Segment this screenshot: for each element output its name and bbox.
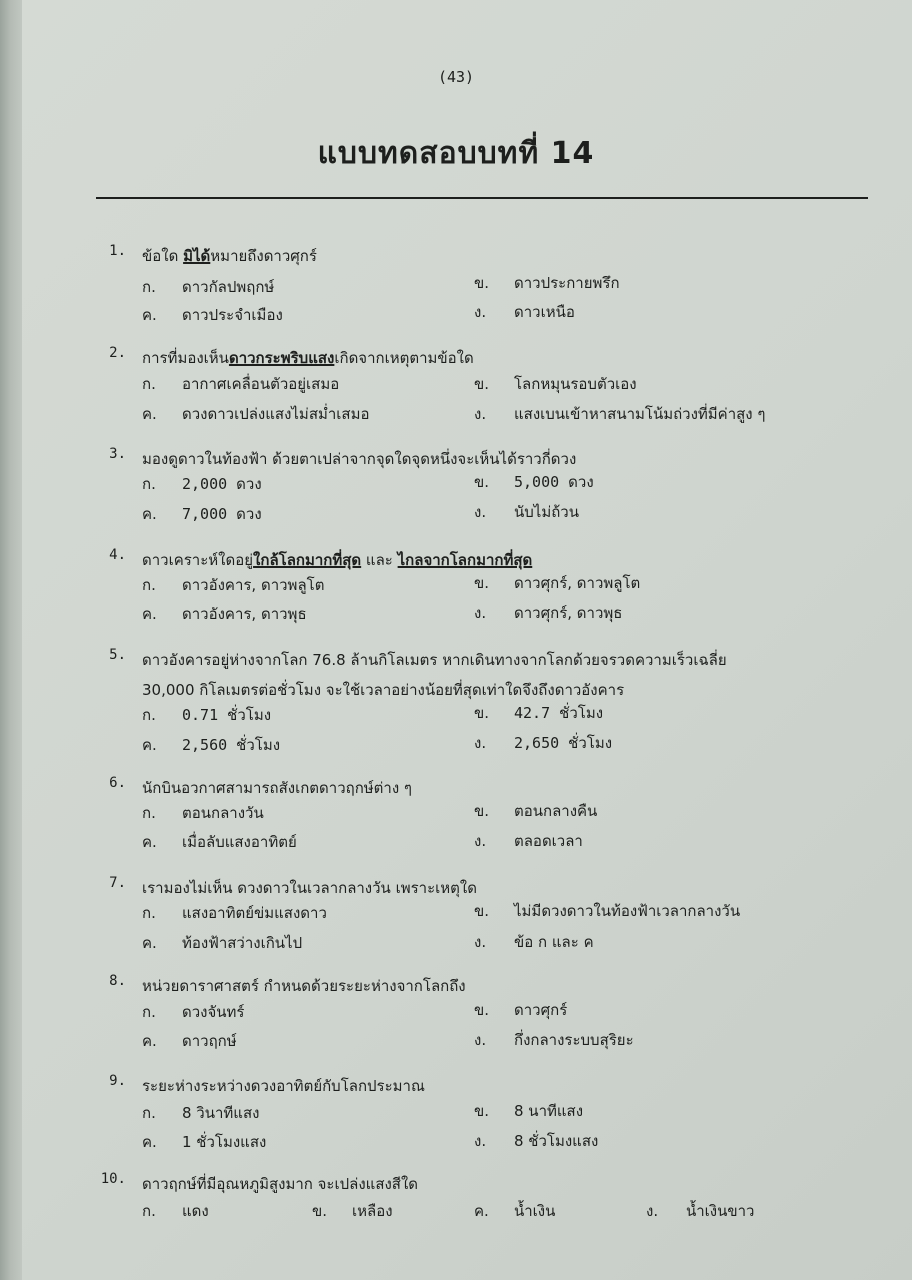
question-2	[0, 345, 912, 445]
question-text: การที่มองเห็นดาวกระพริบแสงเกิดจากเหตุตามข้อใด	[142, 349, 474, 367]
question-7	[0, 875, 912, 975]
option-a: ก. 0.71 ชั่วโมง	[142, 706, 272, 724]
question-8	[0, 973, 912, 1073]
title-divider	[96, 197, 868, 199]
option-b: ข. 5,000 ดวง	[474, 473, 594, 491]
option-d: ง. ดาวเหนือ	[474, 303, 575, 321]
option-c: ค. น้ำเงิน	[474, 1202, 556, 1220]
option-c: ค. ดาวฤกษ์	[142, 1032, 237, 1050]
option-a: ก. แดง	[142, 1202, 209, 1220]
question-text: ข้อใด มิได้หมายถึงดาวศุกร์	[142, 247, 317, 265]
option-c: ค. ดวงดาวเปล่งแสงไม่สม่ำเสมอ	[142, 405, 370, 423]
underlined-keyword: ดาวกระพริบแสง	[228, 349, 335, 367]
option-c: ค. ดาวประจำเมือง	[142, 306, 283, 324]
option-b: ข. ตอนกลางคืน	[474, 802, 598, 820]
underlined-keyword: ใกล้โลกมากที่สุด	[253, 551, 362, 569]
question-text: หน่วยดาราศาสตร์ กำหนดด้วยระยะห่างจากโลกถึง	[142, 977, 466, 995]
question-9	[0, 1073, 912, 1173]
option-c: ค. 7,000 ดวง	[142, 505, 262, 523]
option-d: ง. 8 ชั่วโมงแสง	[474, 1132, 599, 1150]
question-text: ระยะห่างระหว่างดวงอาทิตย์กับโลกประมาณ	[142, 1077, 425, 1095]
option-c: ค. เมื่อลับแสงอาทิตย์	[142, 833, 297, 851]
underlined-keyword: ไกลจากโลกมากที่สุด	[397, 551, 533, 569]
option-d: ง. นับไม่ถ้วน	[474, 503, 579, 521]
option-b: ข. โลกหมุนรอบตัวเอง	[474, 375, 637, 393]
page-title: แบบทดสอบบทที่ 14	[317, 136, 595, 171]
underlined-keyword: มิได้	[183, 247, 211, 265]
option-a: ก. ดวงจันทร์	[142, 1003, 245, 1021]
question-text: ดาวฤกษ์ที่มีอุณหภูมิสูงมาก จะเปล่งแสงสีใด	[142, 1175, 419, 1193]
option-d: ง. กึ่งกลางระบบสุริยะ	[474, 1031, 634, 1049]
option-c: ค. ดาวอังคาร, ดาวพุธ	[142, 605, 307, 623]
question-text: ดาวอังคารอยู่ห่างจากโลก 76.8 ล้านกิโลเมตร หากเดินทางจากโลกด้วยจรวดความเร็วเฉลี่ย	[142, 651, 727, 669]
option-b: ข. ดาวศุกร์	[474, 1001, 568, 1019]
option-d: ง. น้ำเงินขาว	[646, 1202, 755, 1220]
option-d: ง. แสงเบนเข้าหาสนามโน้มถ่วงที่มีค่าสูง ๆ	[474, 405, 766, 423]
question-10	[0, 1171, 912, 1271]
question-number: 1.	[109, 243, 126, 259]
option-b: ข. 42.7 ชั่วโมง	[474, 704, 604, 722]
question-number: 9.	[109, 1073, 126, 1089]
question-number: 7.	[109, 875, 126, 891]
page-number: (43)	[437, 68, 475, 86]
option-a: ก. ตอนกลางวัน	[142, 804, 264, 822]
question-number: 4.	[109, 547, 126, 563]
question-number: 8.	[109, 973, 126, 989]
option-d: ง. ดาวศุกร์, ดาวพุธ	[474, 604, 623, 622]
question-number: 5.	[109, 647, 126, 663]
option-a: ก. แสงอาทิตย์ข่มแสงดาว	[142, 904, 327, 922]
question-number: 3.	[109, 446, 126, 462]
option-b: ข. 8 นาทีแสง	[474, 1102, 584, 1120]
option-d: ง. ข้อ ก และ ค	[474, 933, 594, 951]
option-a: ก. ดาวกัลปพฤกษ์	[142, 278, 275, 296]
option-b: ข. ดาวประกายพรึก	[474, 274, 620, 292]
question-5	[0, 647, 912, 754]
option-a: ก. อากาศเคลื่อนตัวอยู่เสมอ	[142, 375, 340, 393]
option-c: ค. 2,560 ชั่วโมง	[142, 736, 281, 754]
question-text: นักบินอวกาศสามารถสังเกตดาวฤกษ์ต่าง ๆ	[142, 779, 412, 797]
question-text: ดาวเคราะห์ใดอยู่ใกล้โลกมากที่สุด และ ไกลจากโลกมากที่สุด	[142, 551, 533, 569]
option-c: ค. ท้องฟ้าสว่างเกินไป	[142, 934, 303, 952]
question-number: 6.	[109, 775, 126, 791]
question-text-line-2: 30,000 กิโลเมตรต่อชั่วโมง จะใช้เวลาอย่างน้อยที่สุดเท่าใดจึงถึงดาวอังคาร	[142, 681, 625, 699]
option-b: ข. เหลือง	[312, 1202, 393, 1220]
question-number: 2.	[109, 345, 126, 361]
option-a: ก. ดาวอังคาร, ดาวพลูโต	[142, 576, 325, 594]
question-3	[0, 446, 912, 546]
option-a: ก. 2,000 ดวง	[142, 475, 262, 493]
option-d: ง. ตลอดเวลา	[474, 832, 583, 850]
question-1	[0, 243, 912, 343]
option-b: ข. ไม่มีดวงดาวในท้องฟ้าเวลากลางวัน	[474, 902, 741, 920]
question-4	[0, 547, 912, 647]
option-d: ง. 2,650 ชั่วโมง	[474, 734, 613, 752]
question-text: มองดูดาวในท้องฟ้า ด้วยตาเปล่าจากจุดใดจุดหนึ่งจะเห็นได้ราวกี่ดวง	[142, 450, 577, 468]
question-6	[0, 775, 912, 875]
question-number: 10.	[100, 1171, 126, 1187]
question-text: เรามองไม่เห็น ดวงดาวในเวลากลางวัน เพราะเหตุใด	[142, 879, 477, 897]
option-a: ก. 8 วินาทีแสง	[142, 1104, 260, 1122]
option-c: ค. 1 ชั่วโมงแสง	[142, 1133, 267, 1151]
option-b: ข. ดาวศุกร์, ดาวพลูโต	[474, 574, 641, 592]
